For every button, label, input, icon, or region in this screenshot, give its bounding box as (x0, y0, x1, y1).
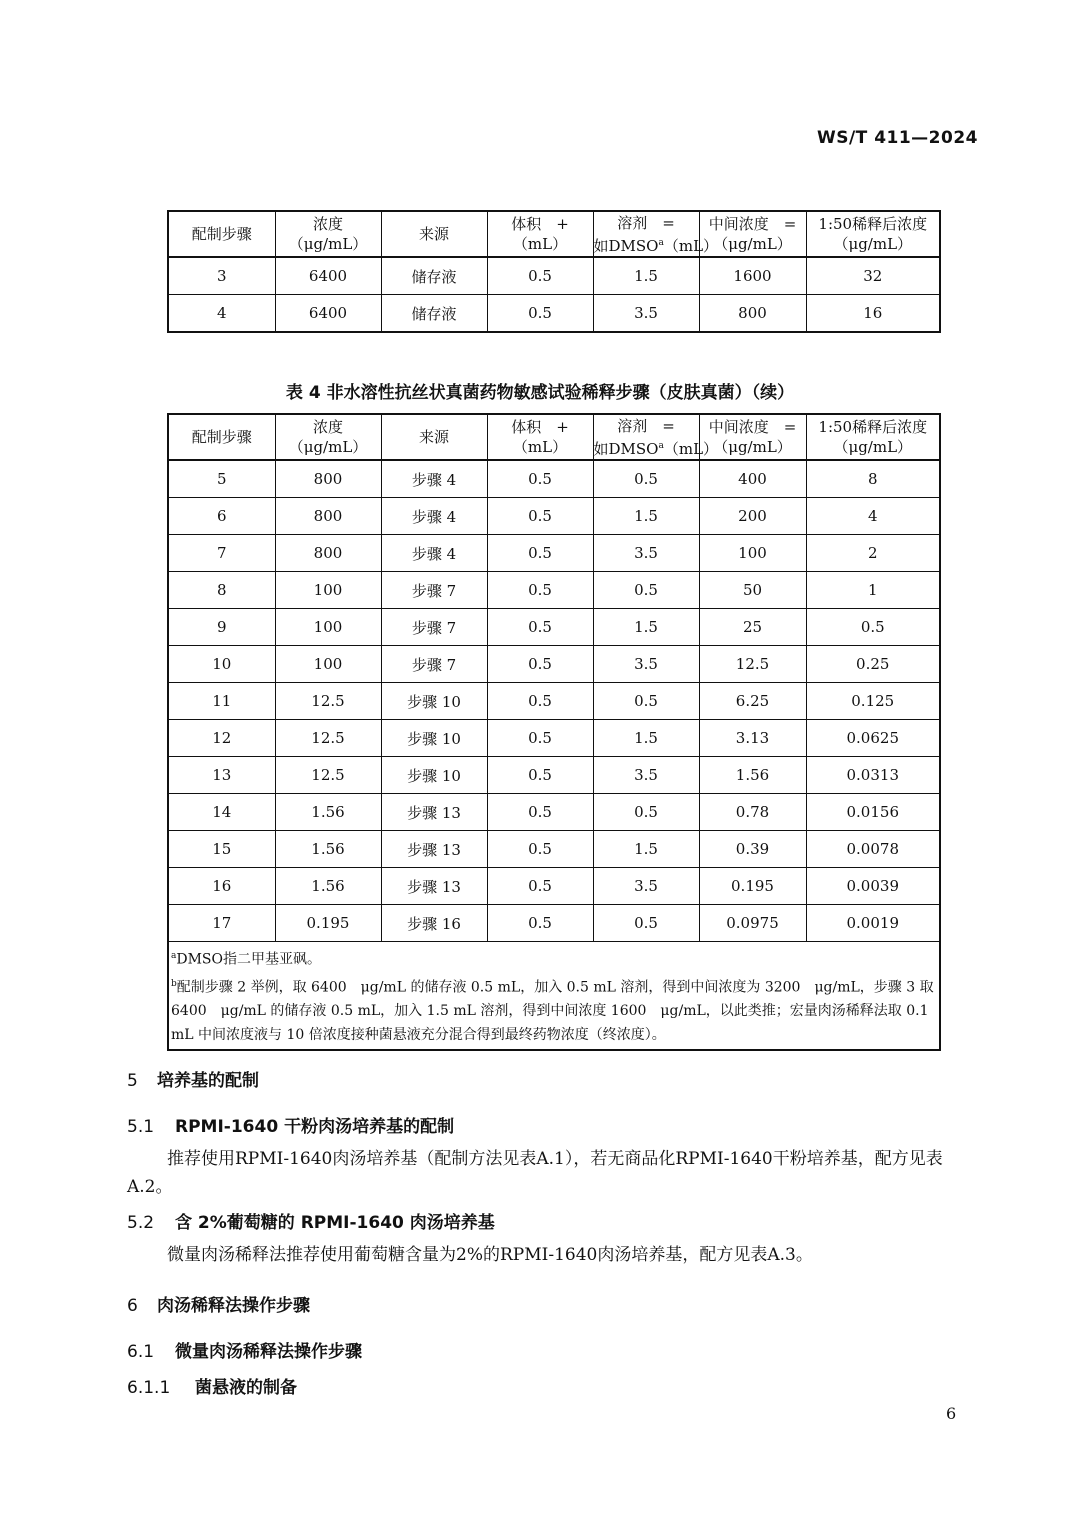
table-cell: 200 (699, 498, 806, 535)
column-header: 中间浓度 = （μg/mL） (699, 211, 806, 257)
table-cell: 100 (275, 609, 381, 646)
table-row (168, 295, 940, 333)
section-6-1-1-heading: 6.1.1 菌悬液的制备 (127, 1378, 297, 1398)
table-cell: 11 (168, 683, 275, 720)
table-cell: 0.195 (275, 905, 381, 942)
table-cell: 100 (699, 535, 806, 572)
table-cell: 4 (806, 498, 940, 535)
section-6-heading: 6 肉汤稀释法操作步骤 (127, 1296, 310, 1316)
column-header: 体积 + （mL） (487, 414, 593, 460)
table-row (168, 257, 940, 295)
table-cell: 16 (168, 868, 275, 905)
table-cell: 0.195 (699, 868, 806, 905)
table-cell: 步骤 7 (381, 572, 487, 609)
table-cell: 3 (168, 257, 275, 295)
table-cell: 0.0625 (806, 720, 940, 757)
table-row (168, 609, 940, 646)
table-cell: 15 (168, 831, 275, 868)
table-cell: 6400 (275, 295, 381, 333)
table-cell: 1600 (699, 257, 806, 295)
table-cell: 0.5 (593, 572, 699, 609)
table-row (168, 535, 940, 572)
table-cell: 6.25 (699, 683, 806, 720)
column-header: 溶剂 = 如DMSO$^a$（mL） (593, 414, 699, 460)
dilution-table-part-1 (167, 210, 941, 333)
table-cell: 0.5 (593, 683, 699, 720)
table-cell: 0.5 (487, 831, 593, 868)
table-cell: 800 (275, 498, 381, 535)
table-cell: 0.5 (593, 460, 699, 498)
table-cell: 储存液 (381, 257, 487, 295)
table-cell: 0.0019 (806, 905, 940, 942)
table-cell: 6400 (275, 257, 381, 295)
table-cell: 步骤 10 (381, 757, 487, 794)
table-cell: 10 (168, 646, 275, 683)
column-header: 配制步骤 (168, 414, 275, 460)
section-5-1-paragraph: 推荐使用RPMI-1640肉汤培养基（配制方法见表A.1），若无商品化RPMI-1640干粉培养基，配方见表A.2。 (127, 1149, 943, 1197)
table-cell: 9 (168, 609, 275, 646)
column-header: 1:50稀释后浓度 （μg/mL） (806, 414, 940, 460)
column-header: 来源 (381, 414, 487, 460)
table-cell: 12.5 (275, 757, 381, 794)
table-cell: 0.5 (487, 572, 593, 609)
table-cell: 400 (699, 460, 806, 498)
table-cell: 3.5 (593, 868, 699, 905)
table-cell: 0.5 (487, 757, 593, 794)
table-cell: 12 (168, 720, 275, 757)
table-cell: 0.5 (487, 905, 593, 942)
table-cell: 0.5 (487, 646, 593, 683)
dilution-table-part-2 (167, 413, 941, 1051)
table-cell: 1.56 (699, 757, 806, 794)
table-cell: 0.5 (487, 609, 593, 646)
table-cell: 步骤 13 (381, 794, 487, 831)
table-cell: 7 (168, 535, 275, 572)
table-row (168, 646, 940, 683)
table-cell: 0.5 (487, 683, 593, 720)
column-header: 浓度 （μg/mL） (275, 414, 381, 460)
section-5-2-heading: 5.2 含 2%葡萄糖的 RPMI-1640 肉汤培养基 (127, 1213, 495, 1233)
table-cell: 800 (275, 460, 381, 498)
table-cell: 储存液 (381, 295, 487, 333)
table-cell: 步骤 7 (381, 609, 487, 646)
table-cell: 800 (275, 535, 381, 572)
table-cell: 0.0975 (699, 905, 806, 942)
column-header: 浓度 （μg/mL） (275, 211, 381, 257)
table-cell: 0.5 (487, 460, 593, 498)
table-row (168, 498, 940, 535)
section-5-2-paragraph: 微量肉汤稀释法推荐使用葡萄糖含量为2%的RPMI-1640肉汤培养基，配方见表A.3。 (167, 1245, 813, 1265)
table-cell: 12.5 (275, 720, 381, 757)
table-cell: 1.5 (593, 257, 699, 295)
table-header-row (168, 414, 940, 460)
table-cell: 4 (168, 295, 275, 333)
table-cell: 0.39 (699, 831, 806, 868)
table-cell: 步骤 13 (381, 831, 487, 868)
section-6-1-heading: 6.1 微量肉汤稀释法操作步骤 (127, 1342, 362, 1362)
table-cell: 1.5 (593, 720, 699, 757)
table-cell: 0.5 (487, 498, 593, 535)
table-row (168, 757, 940, 794)
table-row (168, 720, 940, 757)
table-cell: 0.0156 (806, 794, 940, 831)
section-5-1-heading: 5.1 RPMI-1640 干粉肉汤培养基的配制 (127, 1117, 455, 1137)
table-footnotes (168, 942, 940, 1051)
document-code: WS/T 411—2024 (816, 128, 978, 148)
table-cell: 步骤 16 (381, 905, 487, 942)
table-cell: 17 (168, 905, 275, 942)
table-cell: 0.0039 (806, 868, 940, 905)
table-cell: 3.5 (593, 535, 699, 572)
table-cell: 6 (168, 498, 275, 535)
table-cell: 5 (168, 460, 275, 498)
page-number: 6 (946, 1404, 957, 1423)
table-cell: 0.125 (806, 683, 940, 720)
table-cell: 800 (699, 295, 806, 333)
footnote-a: $^a$DMSO指二甲基亚砜。 (171, 951, 322, 968)
table-cell: 25 (699, 609, 806, 646)
table-header-row (168, 211, 940, 257)
table-cell: 0.5 (487, 868, 593, 905)
table-cell: 100 (275, 572, 381, 609)
table-cell: 12.5 (275, 683, 381, 720)
table-cell: 0.5 (487, 794, 593, 831)
table-cell: 1.5 (593, 498, 699, 535)
table-row (168, 868, 940, 905)
table-cell: 3.13 (699, 720, 806, 757)
table-cell: 0.5 (487, 295, 593, 333)
table-cell: 1.56 (275, 868, 381, 905)
table-row (168, 572, 940, 609)
table-cell: 3.5 (593, 646, 699, 683)
table-cell: 0.5 (806, 609, 940, 646)
table-cell: 50 (699, 572, 806, 609)
table-cell: 1 (806, 572, 940, 609)
table-cell: 1.56 (275, 831, 381, 868)
table-cell: 步骤 10 (381, 720, 487, 757)
table-cell: 13 (168, 757, 275, 794)
table-cell: 步骤 4 (381, 460, 487, 498)
table-cell: 12.5 (699, 646, 806, 683)
table-cell: 步骤 13 (381, 868, 487, 905)
table-cell: 3.5 (593, 295, 699, 333)
table-cell: 0.5 (487, 720, 593, 757)
table-cell: 0.78 (699, 794, 806, 831)
table-caption: 表 4 非水溶性抗丝状真菌药物敏感试验稀释步骤（皮肤真菌）（续） (285, 383, 795, 403)
section-5-heading: 5 培养基的配制 (127, 1071, 259, 1091)
table-row (168, 831, 940, 868)
table-cell: 1.56 (275, 794, 381, 831)
table-cell: 14 (168, 794, 275, 831)
table-cell: 0.5 (487, 535, 593, 572)
table-cell: 2 (806, 535, 940, 572)
table-cell: 0.5 (593, 794, 699, 831)
table-row (168, 683, 940, 720)
table-cell: 3.5 (593, 757, 699, 794)
table-cell: 8 (168, 572, 275, 609)
table-cell: 0.0313 (806, 757, 940, 794)
table-cell: 步骤 4 (381, 535, 487, 572)
column-header: 中间浓度 = （μg/mL） (699, 414, 806, 460)
table-cell: 0.5 (487, 257, 593, 295)
table-cell: 32 (806, 257, 940, 295)
table-cell: 步骤 7 (381, 646, 487, 683)
table-cell: 步骤 10 (381, 683, 487, 720)
table-cell: 1.5 (593, 831, 699, 868)
table-cell: 8 (806, 460, 940, 498)
table-cell: 0.5 (593, 905, 699, 942)
column-header: 溶剂 = 如DMSO$^a$（mL） (593, 211, 699, 257)
table-cell: 步骤 4 (381, 498, 487, 535)
table-row (168, 460, 940, 498)
table-cell: 0.0078 (806, 831, 940, 868)
table-row (168, 794, 940, 831)
column-header: 来源 (381, 211, 487, 257)
column-header: 1:50稀释后浓度 （μg/mL） (806, 211, 940, 257)
footnote-b: $^b$配制步骤 2 举例，取 6400 μg/mL 的储存液 0.5 mL，加入 0.5 mL 溶剂，得到中间浓度为 3200 μg/mL，步骤 3 取 6400 μg/mL 的储存液 0.5 mL，加入 1.5 mL 溶剂，得到中间浓度 1600 μg/mL，以此类推；宏量肉汤稀释法取 0.1 mL 中间浓度液与 10 倍浓度接种菌悬液充分混合得到最终药物浓度（终浓度）。 (171, 978, 934, 1044)
table-row (168, 905, 940, 942)
table-cell: 100 (275, 646, 381, 683)
table-cell: 0.25 (806, 646, 940, 683)
column-header: 配制步骤 (168, 211, 275, 257)
table-cell: 16 (806, 295, 940, 333)
table-cell: 1.5 (593, 609, 699, 646)
column-header: 体积 + （mL） (487, 211, 593, 257)
